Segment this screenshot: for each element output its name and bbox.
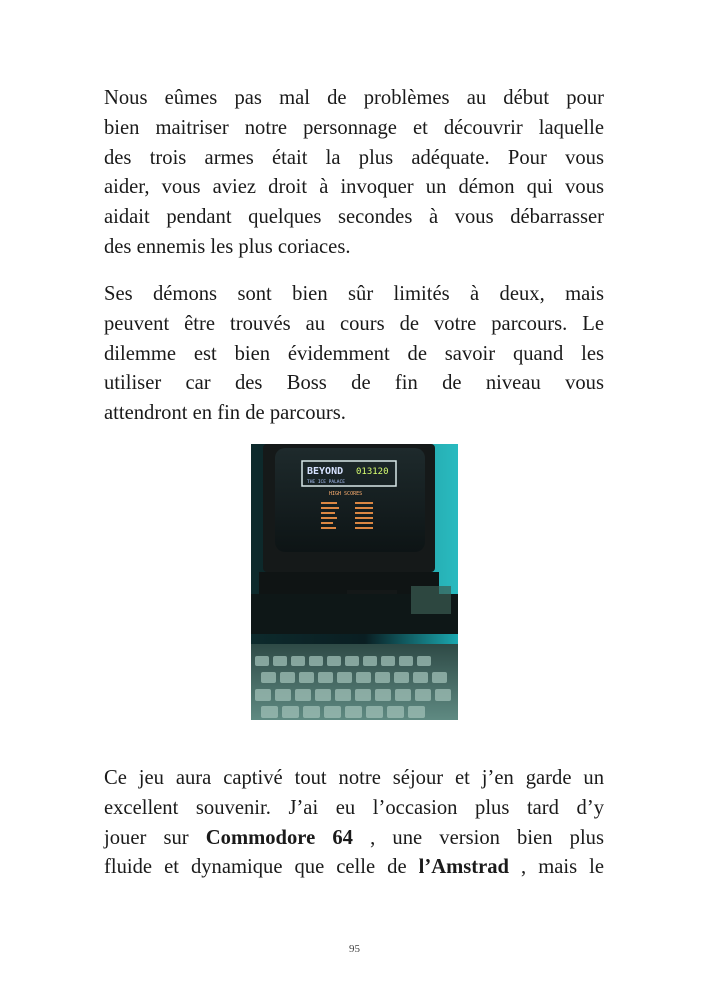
bold-term-amstrad: l’Amstrad (418, 856, 509, 879)
paragraph-line: des trois armes était la plus adéquate. Pour vous (104, 146, 604, 169)
paragraph-line: aider, vous aviez droit à invoquer un démon qui vous (104, 176, 604, 199)
bold-term-commodore: Commodore 64 (205, 826, 353, 849)
paragraph-line (104, 853, 604, 883)
paragraph-line: Nous eûmes pas mal de problèmes au début pour (104, 87, 604, 109)
screen-heading: HIGH SCORES (329, 491, 363, 497)
game-screen-photo (251, 444, 458, 720)
text-run: jouer sur (104, 826, 206, 849)
paragraph-line: Ce jeu aura captivé tout notre séjour et j’en garde un (104, 767, 604, 789)
text-run: , mais le (509, 856, 604, 879)
paragraph-line: attendront en fin de parcours. (104, 402, 346, 425)
paragraph-line: peuvent être trouvés au cours de votre parcours. Le (104, 312, 604, 335)
paragraph-line (104, 824, 604, 854)
paragraph-line: utiliser car des Boss de fin de niveau vous (104, 372, 604, 395)
paragraph-line: Ses démons sont bien sûr limités à deux, mais (104, 283, 604, 305)
paragraph-3 (104, 764, 604, 883)
paragraph-line: des ennemis les plus coriaces. (104, 235, 351, 258)
text-run: , une version bien plus (352, 826, 604, 849)
page-number: 95 (349, 943, 360, 955)
screen-score: 013120 (356, 467, 389, 477)
screen-subtitle: THE ICE PALACE (307, 480, 345, 485)
paragraph-line: dilemme est bien évidemment de savoir quand les (104, 342, 604, 365)
text-run: fluide et dynamique que celle de (104, 856, 419, 879)
paragraph-line: excellent souvenir. J’ai eu l’occasion plus tard d’y (104, 796, 604, 819)
paragraph-line: bien maitriser notre personnage et découvrir laquelle (104, 116, 604, 139)
paragraph-2 (104, 280, 604, 429)
paragraph-1 (104, 84, 604, 263)
paragraph-line: aidait pendant quelques secondes à vous débarrasser (104, 206, 604, 229)
screen-title: BEYOND (307, 466, 344, 477)
